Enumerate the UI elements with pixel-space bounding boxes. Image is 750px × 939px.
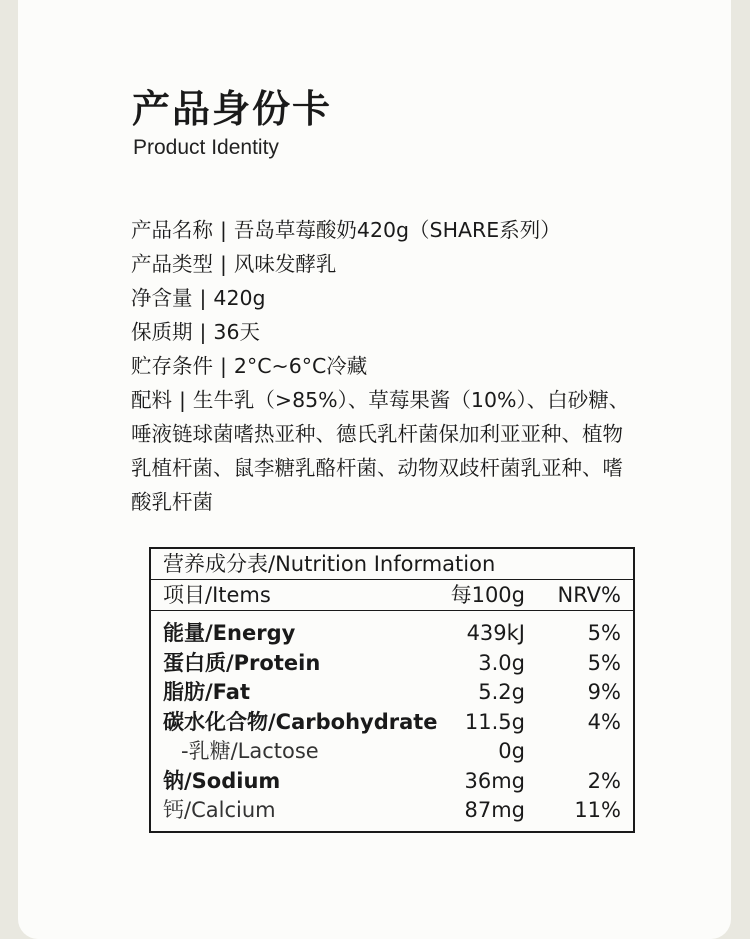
page-subtitle: Product Identity — [133, 136, 279, 159]
spec-label: 净含量 — [131, 286, 193, 310]
nutrient-per-100g: 36mg — [464, 768, 525, 793]
nutrition-column-headers — [151, 580, 633, 611]
product-identity-card — [18, 0, 731, 939]
column-header-item: 项目/Items — [163, 583, 271, 607]
nutrient-nrv: 11% — [574, 798, 621, 822]
nutrient-nrv: 5% — [587, 650, 621, 675]
spec-label: 配料 — [131, 388, 172, 412]
nutrient-name: -乳糖/Lactose — [181, 739, 319, 763]
nutrient-per-100g: 5.2g — [478, 680, 525, 704]
table-row — [151, 678, 633, 708]
column-header-per-100g: 每100g — [450, 583, 525, 607]
nutrient-per-100g: 11.5g — [464, 709, 525, 734]
nutrient-per-100g: 3.0g — [478, 650, 525, 675]
spec-product-name — [131, 213, 631, 247]
table-row — [151, 708, 633, 738]
spec-ingredients — [131, 383, 631, 519]
nutrient-nrv: 5% — [587, 621, 621, 645]
spec-separator: | — [220, 354, 227, 378]
spec-label: 保质期 — [131, 320, 193, 344]
table-row — [151, 796, 633, 826]
table-row — [151, 737, 633, 767]
spec-label: 产品名称 — [131, 218, 213, 242]
spec-separator: | — [179, 388, 186, 412]
nutrition-table — [149, 547, 635, 833]
nutrient-per-100g: 0g — [498, 739, 525, 763]
spec-value: 2°C~6°C冷藏 — [233, 354, 368, 378]
nutrition-heading: 营养成分表/Nutrition Information — [151, 549, 633, 580]
nutrient-nrv: 4% — [587, 709, 621, 734]
spec-shelf-life — [131, 315, 631, 349]
nutrient-nrv: 2% — [587, 768, 621, 793]
nutrient-per-100g: 439kJ — [466, 621, 525, 645]
nutrient-name: 钠/Sodium — [163, 768, 281, 793]
spec-separator: | — [220, 218, 227, 242]
nutrient-name: 脂肪/Fat — [163, 680, 250, 704]
nutrient-per-100g: 87mg — [464, 798, 525, 822]
spec-label: 贮存条件 — [131, 354, 213, 378]
table-row — [151, 619, 633, 649]
page-title: 产品身份卡 — [132, 87, 333, 131]
spec-value: 吾岛草莓酸奶420g（SHARE系列） — [233, 218, 561, 242]
spec-value: 风味发酵乳 — [233, 252, 337, 276]
spec-separator: | — [220, 252, 227, 276]
spec-value: 36天 — [213, 320, 261, 344]
spec-net-content — [131, 281, 631, 315]
nutrient-name: 钙/Calcium — [163, 798, 276, 822]
spec-list — [131, 213, 631, 519]
spec-storage — [131, 349, 631, 383]
nutrient-name: 蛋白质/Protein — [163, 650, 321, 675]
table-row — [151, 649, 633, 679]
nutrient-name: 碳水化合物/Carbohydrate — [163, 709, 438, 734]
table-row — [151, 767, 633, 797]
spec-product-type — [131, 247, 631, 281]
nutrition-rows — [151, 611, 633, 826]
spec-value: 420g — [213, 286, 266, 310]
spec-value: 生牛乳（>85%）、草莓果酱（10%）、白砂糖、唾液链球菌嗜热亚种、德氏乳杆菌保加利亚亚种、植物乳植杆菌、鼠李糖乳酪杆菌、动物双歧杆菌乳亚种、嗜酸乳杆菌 — [131, 388, 630, 514]
spec-separator: | — [199, 286, 207, 310]
spec-separator: | — [199, 320, 207, 344]
nutrient-nrv: 9% — [587, 680, 621, 704]
nutrient-name: 能量/Energy — [163, 621, 296, 645]
column-header-nrv: NRV% — [557, 583, 621, 607]
spec-label: 产品类型 — [131, 252, 213, 276]
